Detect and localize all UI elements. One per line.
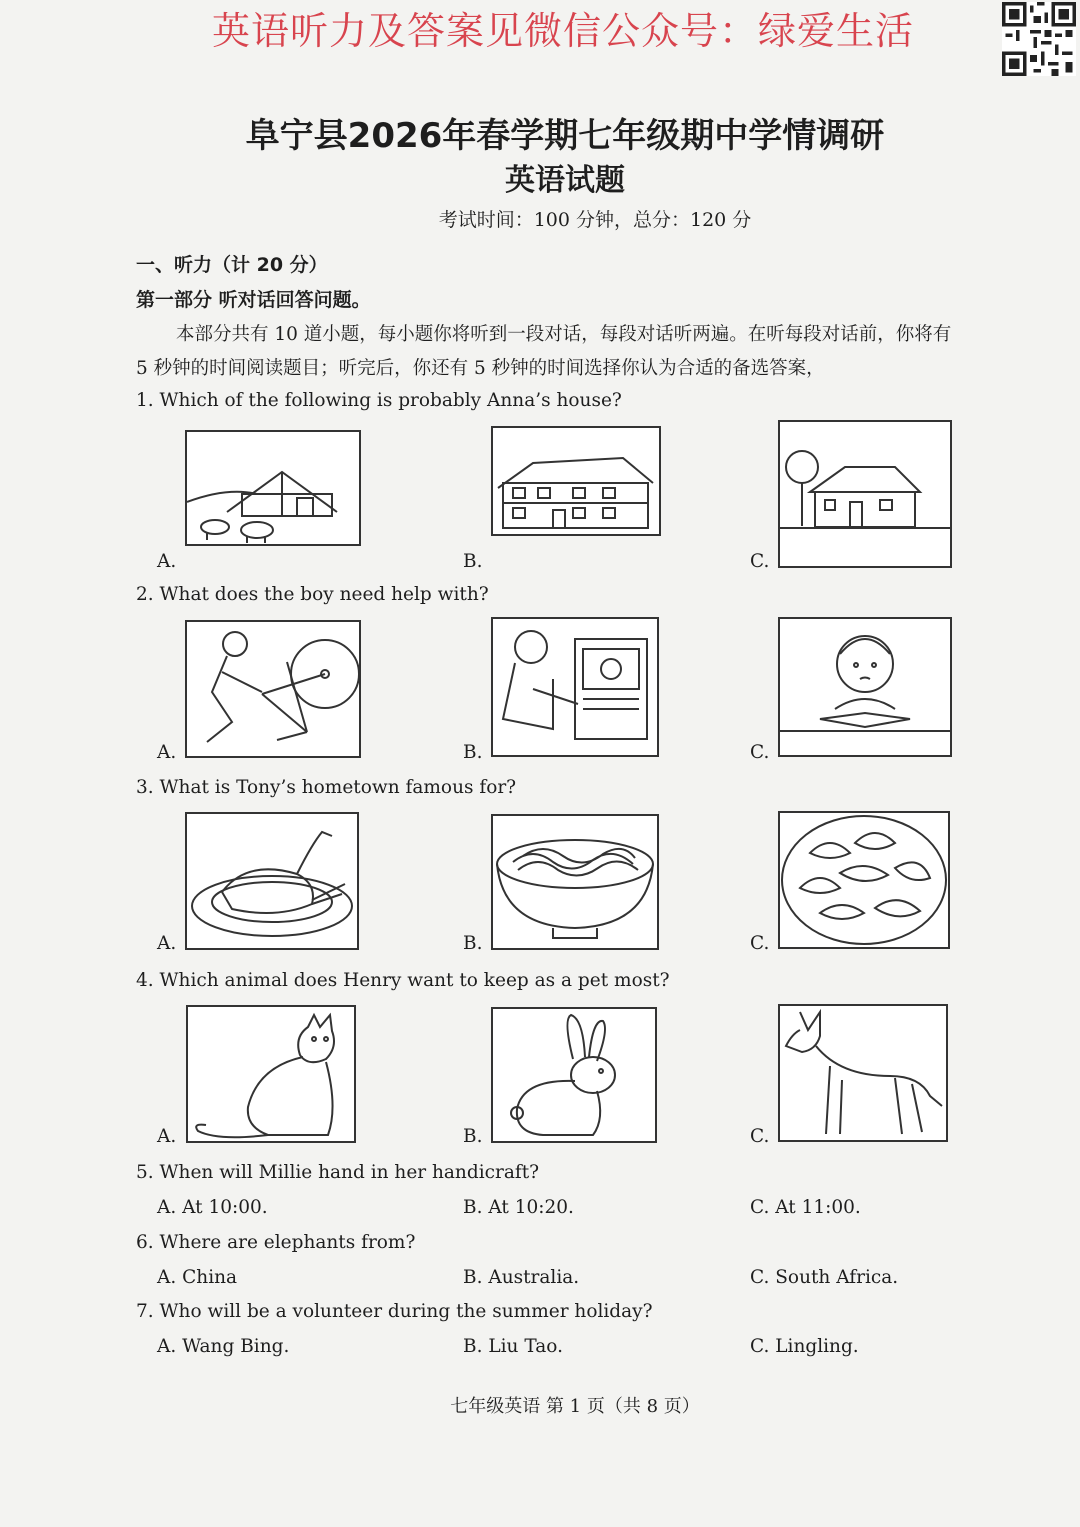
dog-icon[interactable] [778,1004,948,1142]
apartment-building-icon[interactable] [491,426,661,536]
rabbit-icon[interactable] [491,1007,657,1143]
q1-option-a-label: A. [157,551,177,572]
q5-option-c[interactable]: C. At 11:00. [750,1197,861,1218]
q3-option-a-label: A. [157,933,177,954]
question-6: 6. Where are elephants from? [136,1232,416,1253]
q3-option-b-label: B. [463,933,483,954]
question-5: 5. When will Millie hand in her handicraft? [136,1162,540,1183]
q5-option-b[interactable]: B. At 10:20. [463,1197,574,1218]
q7-option-c[interactable]: C. Lingling. [750,1336,859,1357]
q2-option-c-label: C. [750,742,770,763]
page-footer: 七年级英语 第 1 页（共 8 页） [450,1396,700,1417]
section-heading: 一、听力（计 20 分） [136,254,328,276]
instructions-line-2: 5 秒钟的时间阅读题目；听完后，你还有 5 秒钟的时间选择你认为合适的备选答案， [136,358,825,379]
cat-icon[interactable] [186,1005,356,1143]
dumplings-icon[interactable] [778,811,950,949]
q1-option-b-label: B. [463,551,483,572]
q7-option-a[interactable]: A. Wang Bing. [157,1336,290,1357]
q3-option-c-label: C. [750,933,770,954]
q5-option-a[interactable]: A. At 10:00. [157,1197,268,1218]
q4-option-c-label: C. [750,1126,770,1147]
instructions-line-1: 本部分共有 10 道小题，每小题你将听到一段对话，每段对话听两遍。在听每段对话前，你将有 [176,324,952,345]
computer-repair-icon[interactable] [491,617,659,757]
question-3: 3. What is Tony’s hometown famous for? [136,777,517,798]
exam-info: 考试时间：100 分钟，总分：120 分 [438,209,752,231]
part-heading: 第一部分 听对话回答问题。 [136,289,371,311]
q2-option-a-label: A. [157,742,177,763]
q4-option-a-label: A. [157,1126,177,1147]
q1-option-c-label: C. [750,551,770,572]
exam-subtitle: 英语试题 [505,163,625,198]
exam-title: 阜宁县2026年春学期七年级期中学情调研 [245,116,885,156]
q4-option-b-label: B. [463,1126,483,1147]
q6-option-c[interactable]: C. South Africa. [750,1267,899,1288]
qr-code-icon [1002,2,1076,76]
q6-option-b[interactable]: B. Australia. [463,1267,580,1288]
noodles-icon[interactable] [491,814,659,950]
q7-option-b[interactable]: B. Liu Tao. [463,1336,563,1357]
wechat-banner: 英语听力及答案见微信公众号：绿爱生活 [212,9,915,53]
small-house-icon[interactable] [778,420,952,568]
boy-reading-icon[interactable] [778,617,952,757]
roast-duck-icon[interactable] [185,812,359,950]
question-1: 1. Which of the following is probably Anna’s house? [136,390,622,411]
bike-repair-icon[interactable] [185,620,361,758]
question-4: 4. Which animal does Henry want to keep as a pet most? [136,970,670,991]
question-7: 7. Who will be a volunteer during the summer holiday? [136,1301,653,1322]
farm-barn-icon[interactable] [185,430,361,546]
q2-option-b-label: B. [463,742,483,763]
q6-option-a[interactable]: A. China [157,1267,238,1288]
question-2: 2. What does the boy need help with? [136,584,489,605]
